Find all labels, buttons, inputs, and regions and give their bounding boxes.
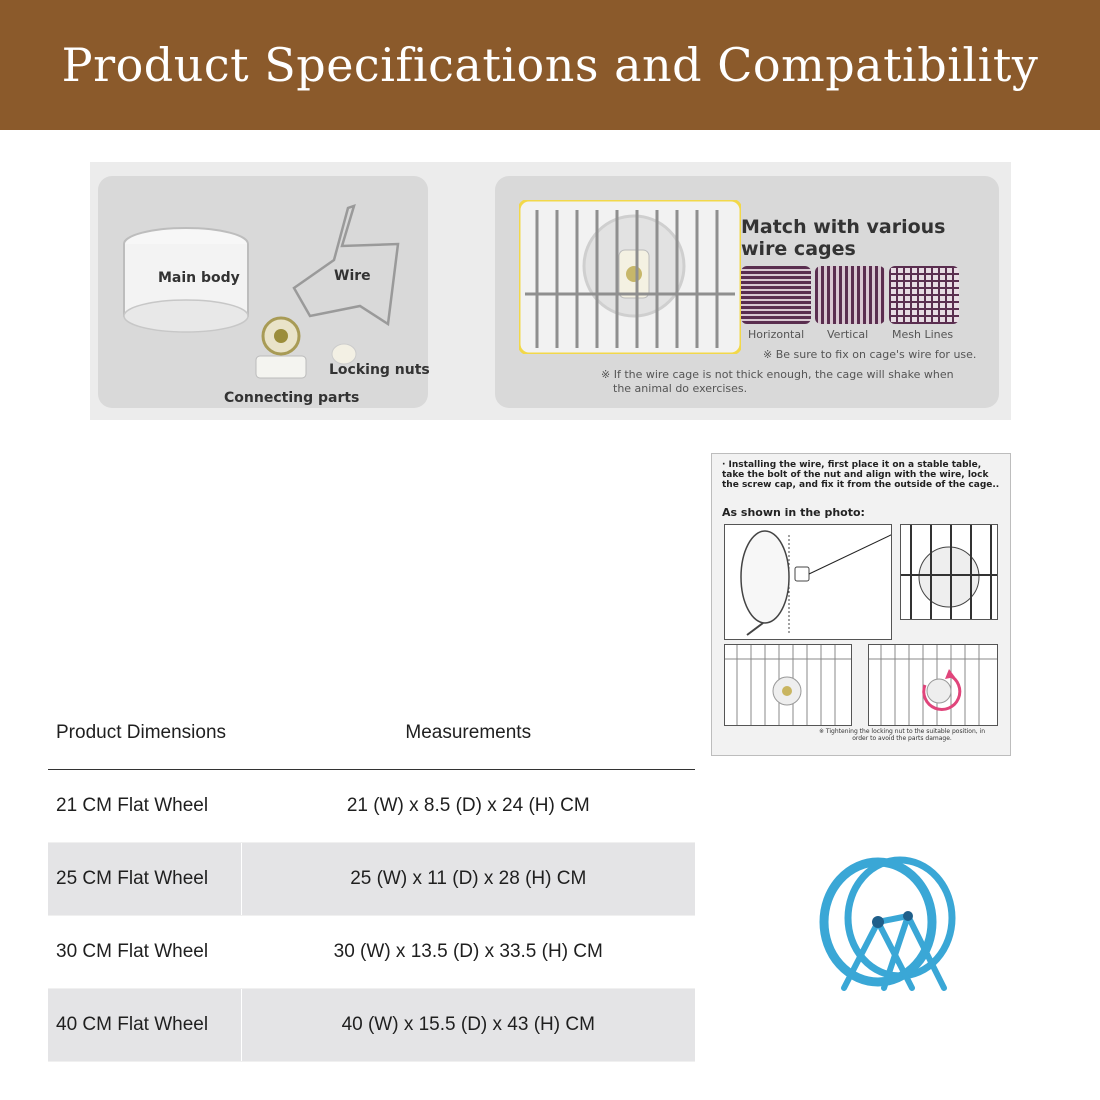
header-banner [0, 0, 1100, 130]
label-mesh-lines: Mesh Lines [892, 328, 954, 341]
install-note: ※ Tightening the locking nut to the suitable position, in order to avoid the parts damage. [818, 728, 986, 742]
step1-drawing [725, 645, 851, 725]
install-side-view [724, 524, 892, 640]
locking-nut-shape [332, 344, 356, 364]
label-vertical: Vertical [827, 328, 869, 341]
swatch-vertical [815, 266, 885, 324]
install-text: · Installing the wire, first place it on a stable table, take the bolt of the nut and align with the wire, lock the screw cap, and fix it from the outside of the cage.. [722, 460, 1000, 490]
parts-card [98, 176, 428, 408]
table-row [48, 843, 695, 916]
detail-view-drawing [901, 525, 997, 619]
cell-measurement: 25 (W) x 11 (D) x 28 (H) CM [241, 843, 695, 916]
compatibility-card [495, 176, 999, 408]
install-as-shown: As shown in the photo: [722, 506, 865, 519]
install-detail-view [900, 524, 998, 620]
swatch-horizontal [741, 266, 811, 324]
label-connecting-parts: Connecting parts [224, 390, 360, 406]
header-measurements: Measurements [241, 697, 695, 770]
table-row [48, 916, 695, 989]
compat-title-line2: wire cages [741, 238, 856, 260]
label-wire: Wire [334, 268, 371, 284]
compat-title [741, 216, 945, 260]
page-title: Product Specifications and Compatibility [61, 38, 1039, 92]
install-step-1 [724, 644, 852, 726]
table-header-row [48, 697, 695, 770]
cell-product: 40 CM Flat Wheel [48, 989, 241, 1062]
cage-mounted-wheel-photo [519, 200, 741, 354]
side-view-drawing [725, 525, 891, 639]
label-horizontal: Horizontal [748, 328, 805, 341]
installation-instructions [711, 453, 1011, 756]
cell-measurement: 40 (W) x 15.5 (D) x 43 (H) CM [241, 989, 695, 1062]
label-main-body: Main body [158, 270, 240, 286]
cell-product: 30 CM Flat Wheel [48, 916, 241, 989]
compat-note-2b: the animal do exercises. [613, 382, 748, 395]
cell-product: 25 CM Flat Wheel [48, 843, 241, 916]
compat-title-line1: Match with various [741, 216, 946, 238]
swatch-mesh [889, 266, 959, 324]
cell-measurement: 21 (W) x 8.5 (D) x 24 (H) CM [241, 770, 695, 843]
connector-base [256, 356, 306, 378]
install-step-2 [868, 644, 998, 726]
cell-measurement: 30 (W) x 13.5 (D) x 33.5 (H) CM [241, 916, 695, 989]
hamster-wheel-icon [812, 854, 962, 994]
parts-compatibility-image [90, 162, 1011, 420]
table-row [48, 989, 695, 1062]
compat-note-1: ※ Be sure to fix on cage's wire for use. [763, 348, 977, 361]
dimensions-table [48, 697, 695, 1062]
label-locking-nuts: Locking nuts [329, 362, 430, 378]
wire-shape [294, 206, 398, 324]
compat-note-2a: ※ If the wire cage is not thick enough, the cage will shake when [601, 368, 954, 381]
table-row [48, 770, 695, 843]
cell-product: 21 CM Flat Wheel [48, 770, 241, 843]
step2-drawing [869, 645, 997, 725]
header-product-dimensions: Product Dimensions [48, 697, 241, 770]
